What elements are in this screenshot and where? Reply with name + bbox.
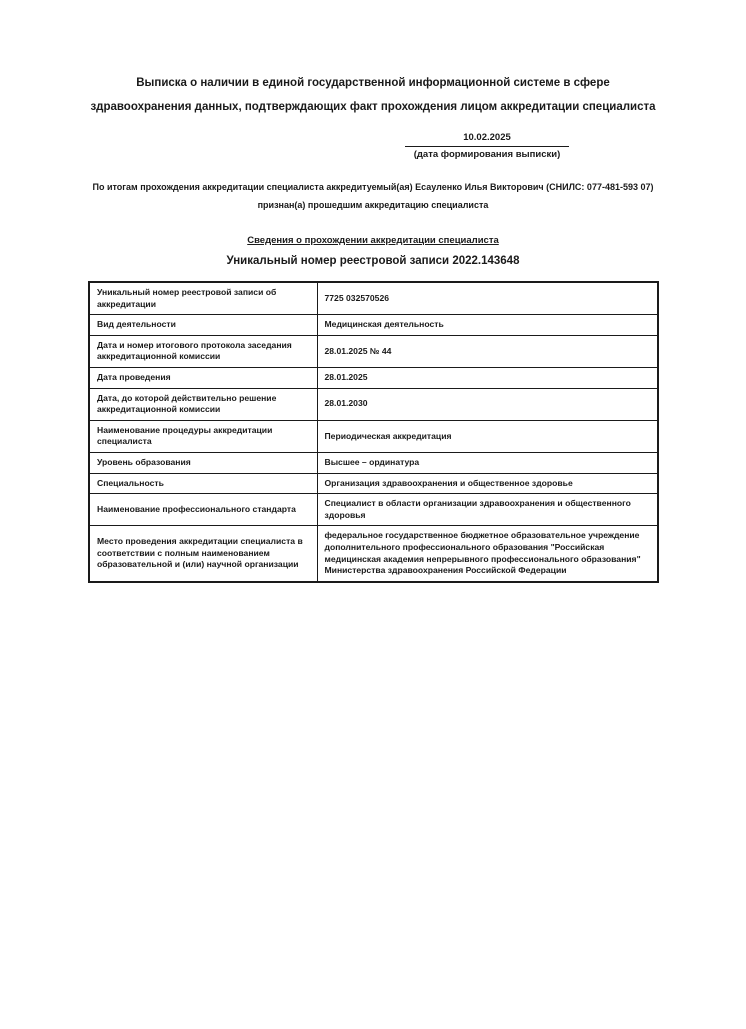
table-row [89, 420, 658, 452]
row-value: 7725 032570526 [317, 282, 658, 315]
row-label: Место проведения аккредитации специалиста в соответствии с полным наименованием образовательной и (или) научной организации [89, 526, 317, 582]
row-label: Наименование процедуры аккредитации специалиста [89, 420, 317, 452]
table-row [89, 388, 658, 420]
row-label: Вид деятельности [89, 315, 317, 336]
table-row [89, 315, 658, 336]
row-value: Организация здравоохранения и общественное здоровье [317, 473, 658, 494]
intro-paragraph: По итогам прохождения аккредитации специалиста аккредитуемый(ая) Есауленко Илья Викторович (СНИЛС: 077-481-593 07) признан(а) прошедшим аккредитацию специалиста [92, 182, 654, 210]
table-row [89, 367, 658, 388]
table-row [89, 335, 658, 367]
formation-date: 10.02.2025 [405, 132, 569, 147]
formation-date-caption: (дата формирования выписки) [413, 149, 561, 160]
row-value: 28.01.2025 № 44 [317, 335, 658, 367]
table-row [89, 526, 658, 582]
row-value: 28.01.2030 [317, 388, 658, 420]
row-label: Уровень образования [89, 452, 317, 473]
table-row [89, 494, 658, 526]
row-label: Дата, до которой действительно решение аккредитационной комиссии [89, 388, 317, 420]
section-heading: Сведения о прохождении аккредитации специалиста [247, 235, 499, 246]
row-label: Наименование профессионального стандарта [89, 494, 317, 526]
date-block [405, 132, 569, 161]
accreditation-table [88, 281, 659, 583]
row-value: Периодическая аккредитация [317, 420, 658, 452]
table-row [89, 282, 658, 315]
row-label: Уникальный номер реестровой записи об аккредитации [89, 282, 317, 315]
row-value: Медицинская деятельность [317, 315, 658, 336]
document-content [88, 0, 658, 583]
row-value: Высшее – ординатура [317, 452, 658, 473]
row-label: Дата проведения [89, 367, 317, 388]
row-label: Специальность [89, 473, 317, 494]
row-value: 28.01.2025 [317, 367, 658, 388]
row-label: Дата и номер итогового протокола заседания аккредитационной комиссии [89, 335, 317, 367]
document-title: Выписка о наличии в единой государственной информационной системе в сфере здравоохранения данных, подтверждающих факт прохождения лицом аккредитации специалиста [90, 77, 656, 113]
row-value: Специалист в области организации здравоохранения и общественного здоровья [317, 494, 658, 526]
row-value: федеральное государственное бюджетное образовательное учреждение дополнительного профессионального образования "Российская медицинская академия непрерывного профессионального образования" Министерства здравоохранения Российской Федерации [317, 526, 658, 582]
table-row [89, 473, 658, 494]
table-row [89, 452, 658, 473]
registry-number-heading: Уникальный номер реестровой записи 2022.143648 [226, 255, 520, 267]
